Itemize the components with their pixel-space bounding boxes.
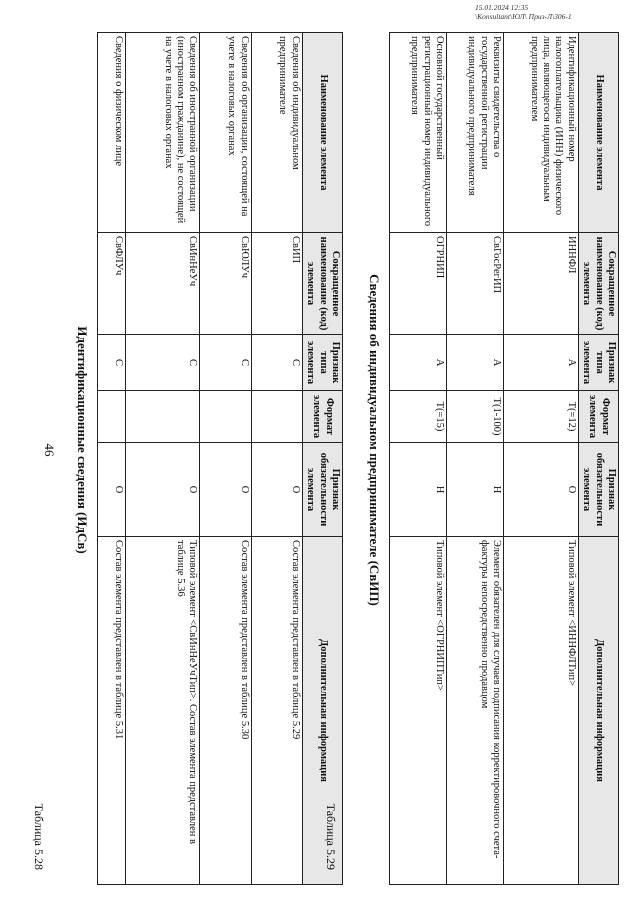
table-cell: Сведения о физическом лице — [98, 33, 126, 233]
table2-header-cell: Признак типа элемента — [578, 335, 618, 391]
table-cell — [200, 391, 251, 443]
print-timestamp: 15.01.2024 12:35 — [475, 3, 529, 12]
table-cell: С — [126, 335, 200, 391]
print-path: \Konsultant\ЮЛ\ Приз-Л\306-1 — [475, 12, 572, 21]
table2-header-cell: Формат элемента — [578, 391, 618, 443]
page-number: 46 — [42, 443, 57, 457]
table-cell: О — [98, 443, 126, 537]
table1 — [97, 32, 343, 885]
table-cell: Сведения об организации, состоящей на учете в налоговых органах — [200, 33, 251, 233]
table-row — [98, 33, 126, 885]
table-cell: Идентификационный номер налогоплательщика (ИНН) физического лица, являющегося индивидуальным предпринимателем — [504, 33, 579, 233]
table-cell: Состав элемента представлен в таблице 5.30 — [200, 537, 251, 885]
table-cell: Состав элемента представлен в таблице 5.31 — [98, 537, 126, 885]
table-cell — [126, 391, 200, 443]
table2-header-cell: Сокращенное наименование (код) элемента — [578, 233, 618, 335]
table1-caption: Идентификационные сведения (ИдСв) — [75, 326, 90, 554]
table-cell: Сведения об индивидуальном предпринимателе — [251, 33, 302, 233]
table-cell: Реквизиты свидетельства о государственной регистрации индивидуального предпринимателя — [447, 33, 504, 233]
table-cell: С — [251, 335, 302, 391]
table-cell: А — [390, 335, 447, 391]
table2-caption: Сведения об индивидуальном предпринимателе (СвИП) — [367, 274, 382, 606]
table-cell: Элемент обязателен для случаев подписания корректировочного счета-фактуры непосредственно продавцом — [447, 537, 504, 885]
table-cell: СвФЛУч — [98, 233, 126, 335]
table-cell: Т(1-100) — [447, 391, 504, 443]
table-cell: А — [504, 335, 579, 391]
table-cell: О — [200, 443, 251, 537]
table-cell — [251, 391, 302, 443]
table-cell: Типовой элемент <СвИнНеУчТип>. Состав элемента представлен в таблице 5.36 — [126, 537, 200, 885]
table-cell: О — [126, 443, 200, 537]
table-row — [390, 33, 447, 885]
table-cell: Типовой элемент <ОГРНИПТип> — [390, 537, 447, 885]
table1-header-cell: Признак типа элемента — [302, 335, 342, 391]
table-row — [447, 33, 504, 885]
table-row — [251, 33, 302, 885]
table1-number: Таблица 5.28 — [32, 803, 46, 870]
table2-header-row — [578, 33, 618, 885]
table-cell: О — [251, 443, 302, 537]
table1-header-cell: Признак обязательности элемента — [302, 443, 342, 537]
table-cell: Состав элемента представлен в таблице 5.29 — [251, 537, 302, 885]
table-cell: О — [504, 443, 579, 537]
table-cell: Основной государственный регистрационный номер индивидуального предпринимателя — [390, 33, 447, 233]
table-cell: СвЮЛУч — [200, 233, 251, 335]
table2-header-cell: Дополнительная информация — [578, 537, 618, 885]
table1-header-cell: Дополнительная информация — [302, 537, 342, 885]
table-cell: Сведения об иностранной организации (иностранном гражданине), не состоящей на учете в налоговых органах — [126, 33, 200, 233]
table2-header-cell: Наименование элемента — [578, 33, 618, 233]
table-cell: Т(=15) — [390, 391, 447, 443]
table-cell: ОГРНИП — [390, 233, 447, 335]
table1-header-row — [302, 33, 342, 885]
table-row — [200, 33, 251, 885]
print-stamp-footer — [475, 3, 635, 21]
table-cell: Т(=12) — [504, 391, 579, 443]
table-cell: С — [200, 335, 251, 391]
table1-header-cell: Сокращенное наименование (код) элемента — [302, 233, 342, 335]
table-cell: Н — [447, 443, 504, 537]
table2-number: Таблица 5.29 — [324, 803, 338, 870]
table-cell — [98, 391, 126, 443]
table-row — [126, 33, 200, 885]
table-cell: СвГосРегИП — [447, 233, 504, 335]
table-row — [504, 33, 579, 885]
table1-header-cell: Наименование элемента — [302, 33, 342, 233]
table-cell: Типовой элемент <ИННФЛТип> — [504, 537, 579, 885]
table-cell: С — [98, 335, 126, 391]
table2 — [389, 32, 619, 885]
table1-header-cell: Формат элемента — [302, 391, 342, 443]
table-cell: Н — [390, 443, 447, 537]
table-cell: СвИнНеУч — [126, 233, 200, 335]
table-cell: А — [447, 335, 504, 391]
table-cell: СвИП — [251, 233, 302, 335]
table-cell: ИННФЛ — [504, 233, 579, 335]
table2-header-cell: Признак обязательности элемента — [578, 443, 618, 537]
